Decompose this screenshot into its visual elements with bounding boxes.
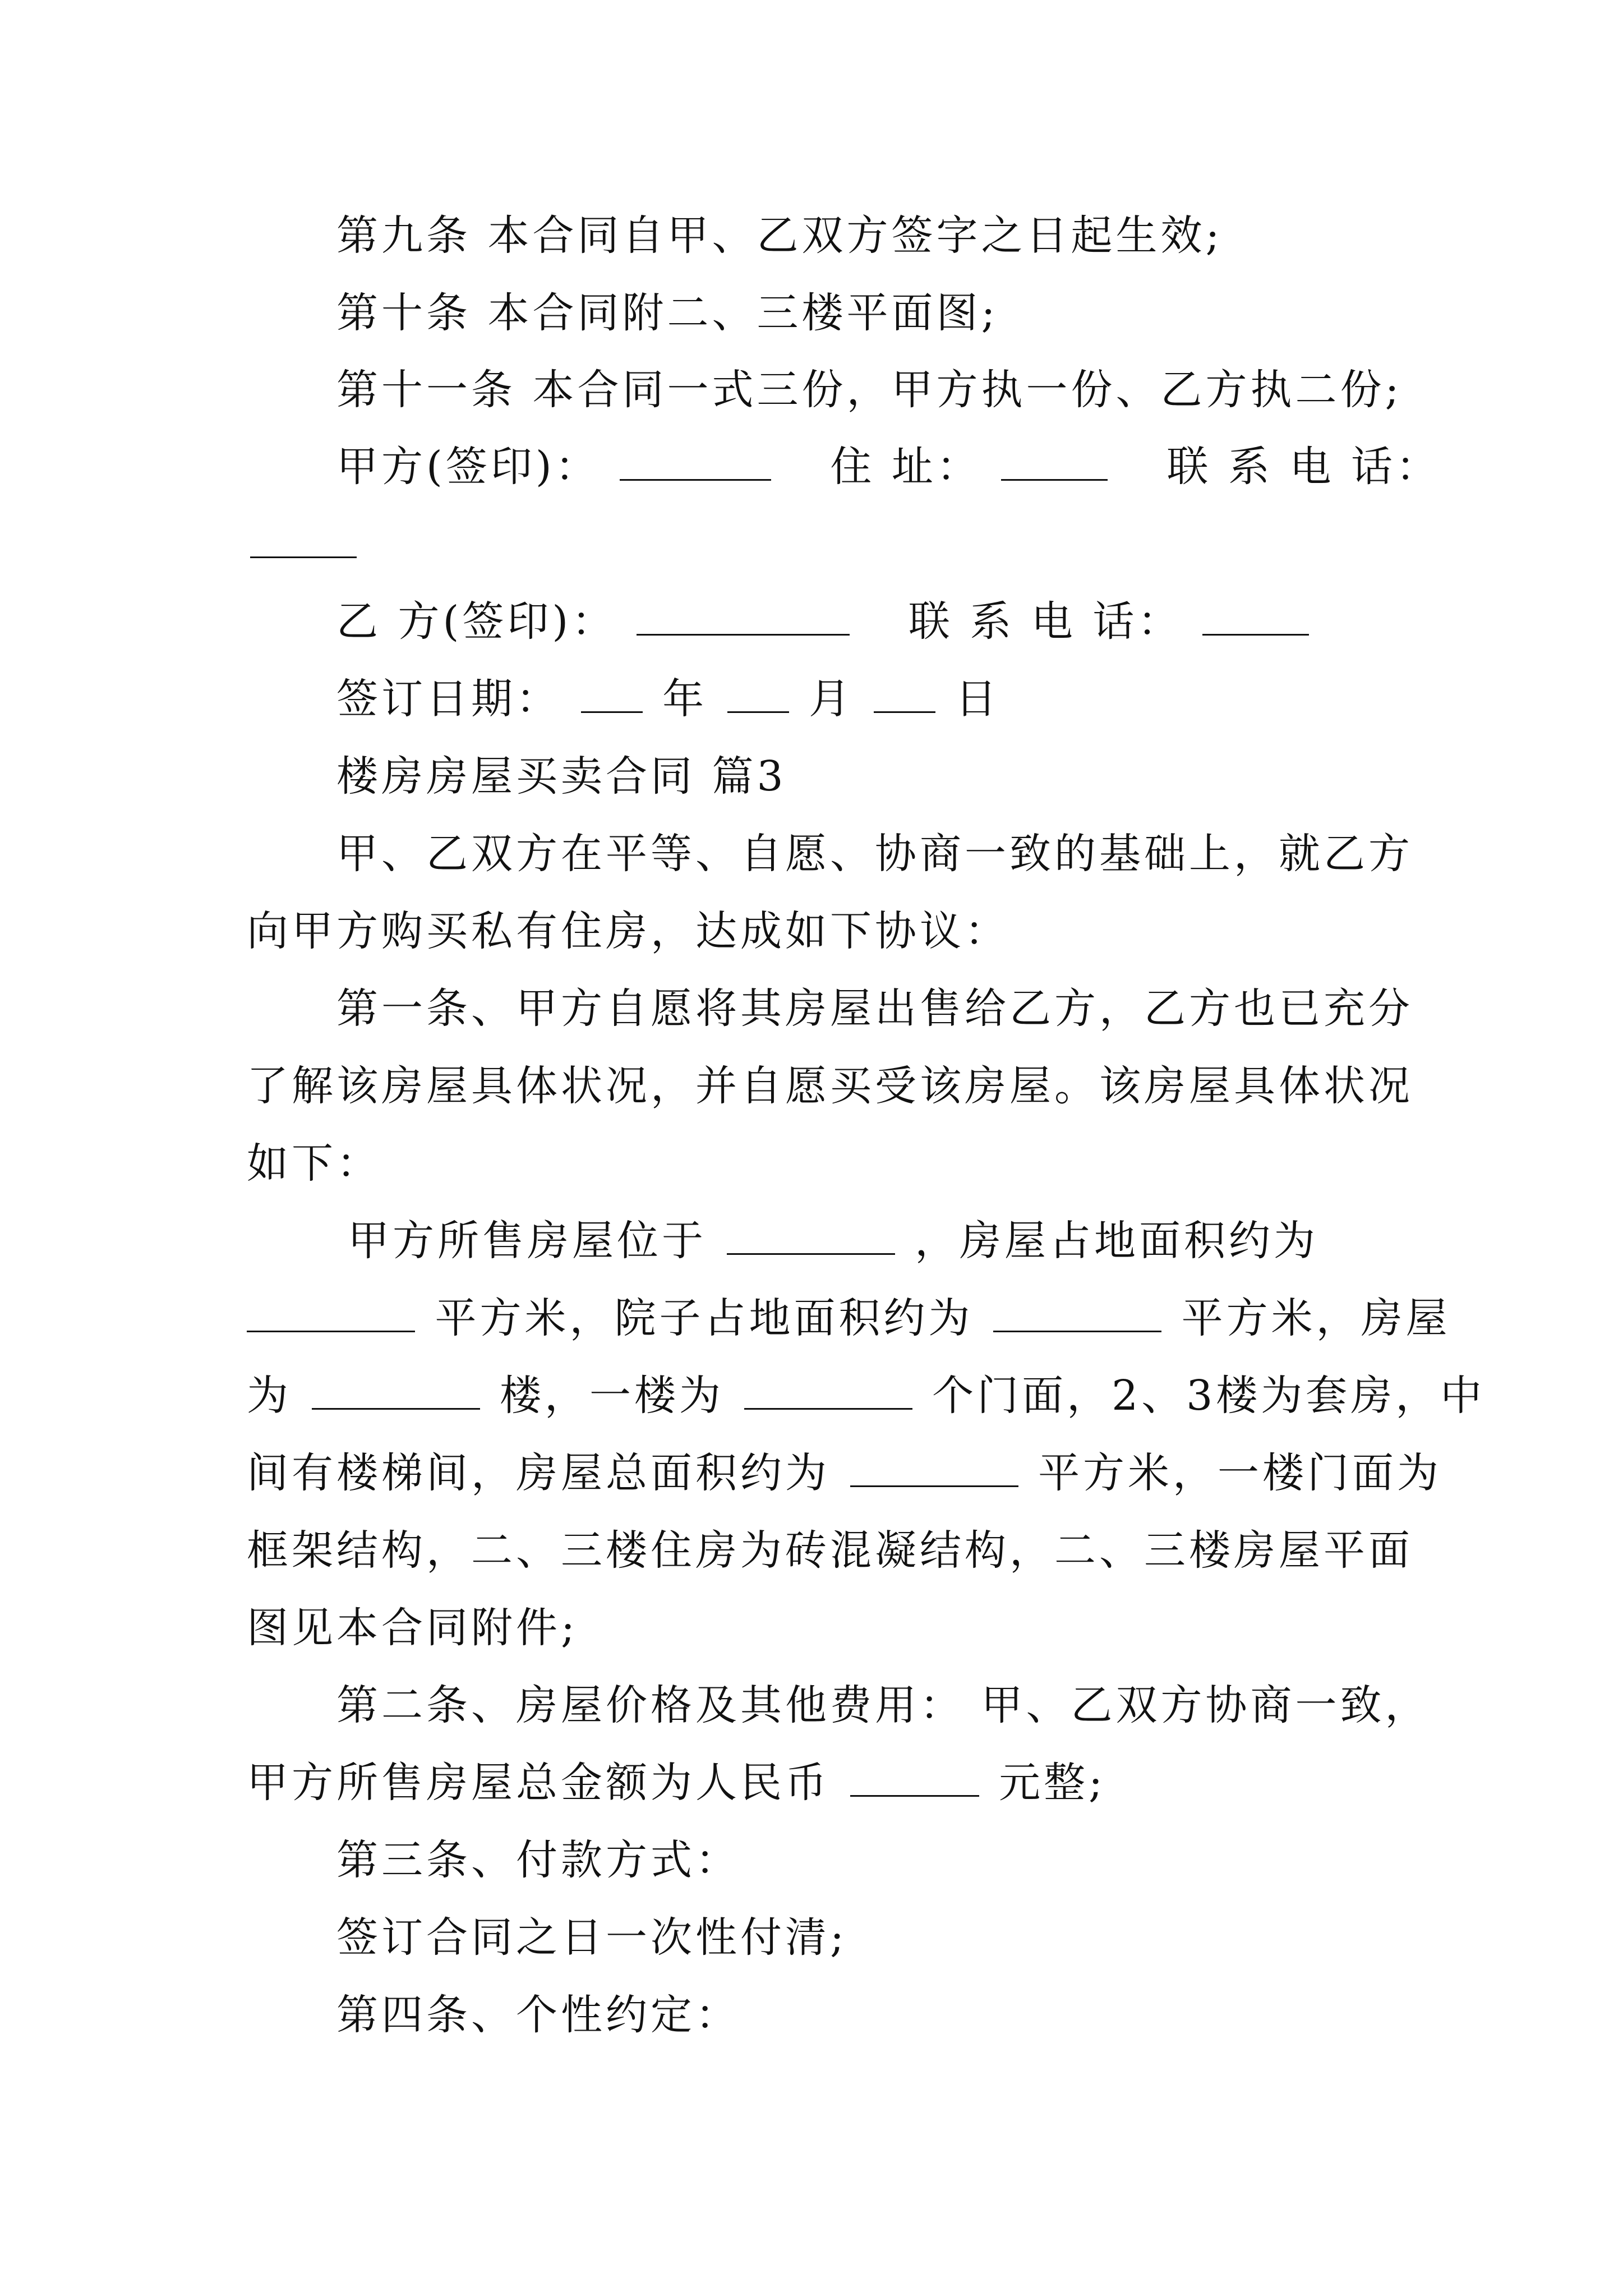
article-2-line-1 bbox=[336, 1677, 1430, 1733]
article-1-line-2 bbox=[247, 1058, 1413, 1114]
amount-suffix: 元整; bbox=[999, 1759, 1106, 1807]
storefront-count-blank bbox=[744, 1369, 912, 1410]
article-2-text-1: 第二条、房屋价格及其他费用： 甲、乙双方协商一致， bbox=[336, 1681, 1430, 1729]
property-line-3 bbox=[247, 1368, 1485, 1424]
payment-method bbox=[336, 1910, 847, 1966]
land-area-blank bbox=[247, 1291, 415, 1332]
property-line-4 bbox=[247, 1445, 1442, 1501]
payment-method-text: 签订合同之日一次性付清; bbox=[336, 1913, 847, 1962]
party-a-phone-blank bbox=[250, 517, 357, 558]
article-9-text: 第九条 本合同自甲、乙双方签字之日起生效; bbox=[336, 211, 1223, 260]
property-line-1 bbox=[348, 1213, 1318, 1269]
article-10 bbox=[336, 285, 998, 341]
party-b-label: 乙 方(签印)： bbox=[336, 597, 617, 646]
structure-text: 框架结构，二、三楼住房为砖混凝结构，二、三楼房屋平面 bbox=[247, 1526, 1413, 1575]
article-1-text-1: 第一条、甲方自愿将其房屋出售给乙方，乙方也已充分 bbox=[336, 984, 1413, 1033]
article-1-line-3 bbox=[247, 1135, 381, 1191]
house-label: 平方米，房屋 bbox=[1181, 1294, 1451, 1342]
location-blank bbox=[727, 1214, 895, 1255]
article-4 bbox=[336, 1987, 740, 2043]
preamble-text-1: 甲、乙双方在平等、自愿、协商一致的基础上，就乙方 bbox=[336, 830, 1413, 878]
section-heading bbox=[336, 748, 787, 804]
storefront-label: 个门面，2、3楼为套房，中 bbox=[932, 1372, 1486, 1420]
total-area-label: 间有楼梯间，房屋总面积约为 bbox=[247, 1449, 830, 1497]
yard-area-blank bbox=[993, 1291, 1161, 1332]
total-amount-blank bbox=[850, 1756, 979, 1797]
party-a-phone-label: 联 系 电 话： bbox=[1166, 443, 1441, 491]
structure-label: 平方米，一楼门面为 bbox=[1038, 1449, 1442, 1497]
party-a-address-label: 住 址： bbox=[830, 443, 981, 491]
party-a-signature-blank bbox=[620, 440, 771, 481]
article-1-text-3: 如下： bbox=[247, 1139, 381, 1188]
first-floor-label: 楼，一楼为 bbox=[500, 1372, 725, 1420]
article-4-text: 第四条、个性约定： bbox=[336, 1991, 740, 2039]
floors-prefix: 为 bbox=[247, 1372, 292, 1420]
floors-blank bbox=[312, 1369, 480, 1410]
article-9 bbox=[336, 208, 1223, 264]
month-blank bbox=[727, 672, 789, 713]
signing-date-label: 签订日期： bbox=[336, 675, 561, 723]
year-blank bbox=[581, 672, 643, 713]
party-a-phone-continuation bbox=[247, 516, 360, 572]
party-a-label: 甲方(签印)： bbox=[336, 443, 600, 491]
article-3 bbox=[336, 1832, 740, 1888]
party-b-phone-label: 联 系 电 话： bbox=[908, 597, 1183, 646]
property-line-6 bbox=[247, 1600, 578, 1656]
month-label: 月 bbox=[809, 675, 854, 723]
land-area-label: ，房屋占地面积约为 bbox=[915, 1217, 1319, 1265]
day-label: 日 bbox=[955, 675, 1000, 723]
location-label: 甲方所售房屋位于 bbox=[348, 1217, 707, 1265]
article-11-text: 第十一条 本合同一式三份，甲方执一份、乙方执二份; bbox=[336, 366, 1403, 414]
signing-date-line bbox=[336, 671, 1000, 727]
article-2-line-2 bbox=[247, 1755, 1106, 1811]
article-1-line-1 bbox=[336, 981, 1413, 1037]
day-blank bbox=[874, 672, 935, 713]
party-a-address-blank bbox=[1001, 440, 1108, 481]
property-line-2 bbox=[247, 1290, 1451, 1346]
preamble-line-1 bbox=[336, 826, 1413, 882]
article-11 bbox=[336, 362, 1402, 418]
party-b-signature-blank bbox=[637, 595, 850, 636]
party-b-phone-blank bbox=[1202, 595, 1309, 636]
article-3-text: 第三条、付款方式： bbox=[336, 1836, 740, 1884]
year-label: 年 bbox=[662, 675, 708, 723]
article-1-text-2: 了解该房屋具体状况，并自愿买受该房屋。该房屋具体状况 bbox=[247, 1062, 1413, 1110]
total-area-blank bbox=[850, 1446, 1018, 1487]
article-10-text: 第十条 本合同附二、三楼平面图; bbox=[336, 289, 999, 337]
total-amount-label: 甲方所售房屋总金额为人民币 bbox=[247, 1759, 830, 1807]
party-a-signature-line bbox=[336, 439, 1441, 495]
preamble-text-2: 向甲方购买私有住房，达成如下协议： bbox=[247, 907, 1009, 955]
preamble-line-2 bbox=[247, 903, 1009, 959]
party-b-signature-line bbox=[336, 593, 1312, 650]
property-line-5 bbox=[247, 1522, 1413, 1579]
yard-area-label: 平方米，院子占地面积约为 bbox=[435, 1294, 974, 1342]
section-heading-text: 楼房房屋买卖合同 篇3 bbox=[336, 752, 787, 800]
floor-plan-text: 图见本合同附件; bbox=[247, 1604, 578, 1652]
